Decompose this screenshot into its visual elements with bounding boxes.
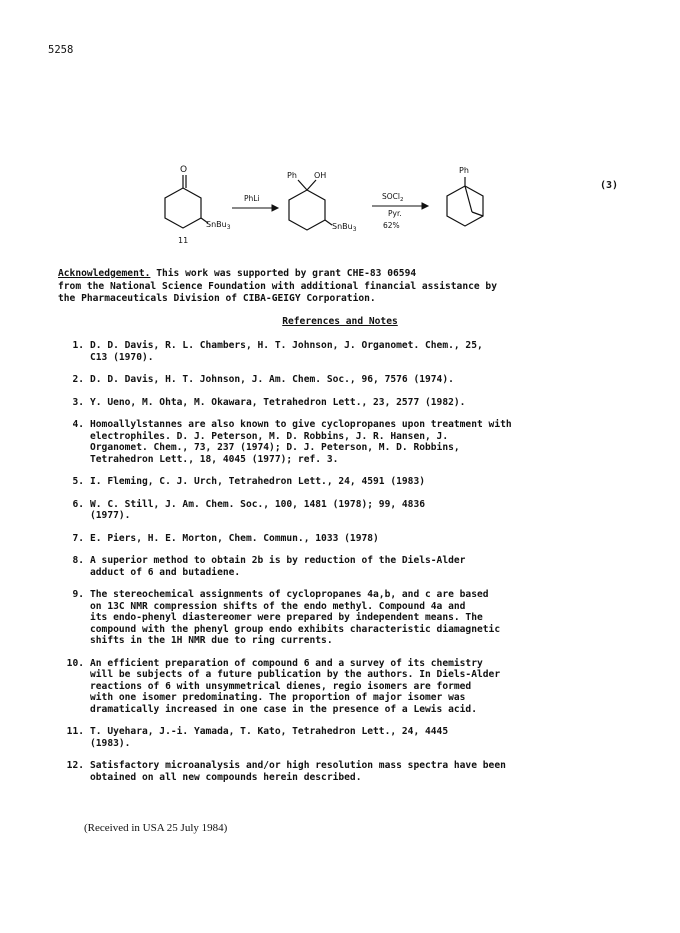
reference-number: 1.	[72, 340, 84, 351]
reference-line: An efficient preparation of compound 6 and a survey of its chemistry	[90, 657, 483, 669]
reference-text	[90, 555, 620, 578]
reference-line: will be subjects of a future publication by the authors. In Diels-Alder	[90, 669, 501, 680]
reagent-phli: PhLi	[244, 194, 260, 203]
reference-line: Tetrahedron Lett., 18, 4045 (1977); ref. 3.	[90, 453, 339, 465]
reference-item	[60, 374, 620, 386]
reference-item	[60, 340, 620, 363]
phenyl-label-2: Ph	[459, 166, 469, 175]
reference-line: compound with the phenyl group endo exhibits characteristic diamagnetic	[90, 623, 501, 635]
reference-number: 11.	[66, 726, 84, 737]
reference-number: 6.	[72, 498, 84, 510]
reference-line: on 13C NMR compression shifts of the endo methyl. Compound 4a and	[90, 600, 466, 612]
reference-item	[60, 658, 620, 716]
reference-text	[90, 476, 620, 488]
reference-line: shifts in the 1H NMR due to ring currents.	[90, 635, 333, 646]
reaction-scheme	[0, 0, 680, 260]
reference-line: its endo-phenyl diastereomer were prepared by independent means. The	[90, 612, 483, 623]
received-date: (Received in USA 25 July 1984)	[84, 822, 228, 834]
reference-line: obtained on all new compounds herein described.	[90, 771, 362, 783]
reference-line: reactions of 6 with unsymmetrical dienes, regio isomers are formed	[90, 680, 472, 692]
acknowledgement-heading: Acknowledgement.	[58, 268, 151, 279]
equation-number: (3)	[600, 180, 619, 191]
reference-line: D. D. Davis, R. L. Chambers, H. T. Johnson, J. Organomet. Chem., 25,	[90, 340, 483, 351]
acknowledgement-line-2: from the National Science Foundation with additional financial assistance by	[58, 280, 497, 292]
reference-number: 3.	[72, 396, 84, 408]
reference-text	[90, 533, 620, 545]
tertiary-alcohol-structure	[289, 180, 332, 230]
references-title: References and Notes	[282, 316, 398, 327]
reference-line: Satisfactory microanalysis and/or high resolution mass spectra have been	[90, 760, 506, 771]
cyclohexanone-structure	[165, 175, 208, 228]
reference-line: A superior method to obtain 2b is by reduction of the Diels-Alder	[90, 555, 466, 566]
phenyl-label-1: Ph	[287, 171, 297, 180]
reference-line: Homoallylstannes are also known to give cyclopropanes upon treatment with	[90, 419, 512, 430]
reference-line: D. D. Davis, H. T. Johnson, J. Am. Chem. Soc., 96, 7576 (1974).	[90, 374, 454, 385]
reference-line: I. Fleming, C. J. Urch, Tetrahedron Lett., 24, 4591 (1983)	[90, 476, 426, 487]
ketone-oxygen: O	[180, 165, 188, 175]
reference-line: T. Uyehara, J.-i. Yamada, T. Kato, Tetrahedron Lett., 24, 4445	[90, 726, 449, 737]
reference-text	[90, 726, 620, 749]
reference-text	[90, 374, 620, 386]
reference-line: electrophiles. D. J. Peterson, M. D. Robbins, J. R. Hansen, J.	[90, 430, 449, 442]
reference-item	[60, 499, 620, 522]
snbu3-label-2: SnBu$_3$	[332, 222, 357, 233]
acknowledgement-line-1: This work was supported by grant CHE-83 06594	[150, 268, 417, 279]
reference-text	[90, 419, 620, 465]
reference-line: (1977).	[90, 510, 131, 521]
reference-line: Organomet. Chem., 73, 237 (1974); D. J. Peterson, M. D. Robbins,	[90, 442, 460, 453]
reference-number: 9.	[72, 589, 84, 600]
reagent-pyridine: Pyr.	[388, 209, 402, 218]
reference-line: E. Piers, H. E. Morton, Chem. Commun., 1033 (1978)	[90, 532, 379, 544]
reference-line: (1983).	[90, 737, 131, 749]
reference-text	[90, 658, 620, 716]
reaction-yield: 62%	[383, 221, 400, 230]
reference-line: with one isomer predominating. The proportion of major isomer was	[90, 692, 466, 703]
reference-number: 8.	[72, 555, 84, 566]
reference-line: dramatically increased in one case in the presence of a Lewis acid.	[90, 703, 477, 715]
reference-text	[90, 760, 620, 783]
reference-line: adduct of 6 and butadiene.	[90, 566, 241, 578]
bicyclic-product-structure	[447, 177, 483, 226]
compound-label: 11	[178, 236, 189, 245]
reference-line: W. C. Still, J. Am. Chem. Soc., 100, 1481 (1978); 99, 4836	[90, 498, 426, 510]
reference-number: 2.	[72, 374, 84, 385]
reference-text	[90, 499, 620, 522]
reference-item	[60, 419, 620, 465]
reference-number: 5.	[72, 476, 84, 487]
acknowledgement	[58, 268, 618, 306]
reference-number: 10.	[66, 657, 84, 669]
reference-line: C13 (1970).	[90, 351, 154, 363]
arrow-1	[232, 205, 278, 211]
reference-item	[60, 533, 620, 545]
reference-line: The stereochemical assignments of cyclopropanes 4a,b, and c are based	[90, 589, 489, 600]
reference-item	[60, 476, 620, 488]
reference-number: 7.	[72, 532, 84, 544]
reagent-socl2: SOCl$_2$	[382, 192, 404, 203]
reference-item	[60, 555, 620, 578]
reference-text	[90, 589, 620, 647]
reference-item	[60, 589, 620, 647]
reference-item	[60, 760, 620, 783]
reference-number: 12.	[66, 760, 84, 771]
snbu3-label-1: SnBu$_3$	[206, 220, 231, 231]
acknowledgement-line-3: the Pharmaceuticals Division of CIBA-GEIGY Corporation.	[58, 293, 376, 304]
reference-number: 4.	[72, 419, 84, 430]
reference-text	[90, 397, 620, 409]
reference-list	[60, 340, 620, 794]
hydroxyl-label: OH	[314, 171, 327, 180]
page-number: 5258	[48, 44, 74, 56]
reference-item	[60, 397, 620, 409]
reference-line: Y. Ueno, M. Ohta, M. Okawara, Tetrahedron Lett., 23, 2577 (1982).	[90, 396, 466, 408]
reference-item	[60, 726, 620, 749]
reference-text	[90, 340, 620, 363]
